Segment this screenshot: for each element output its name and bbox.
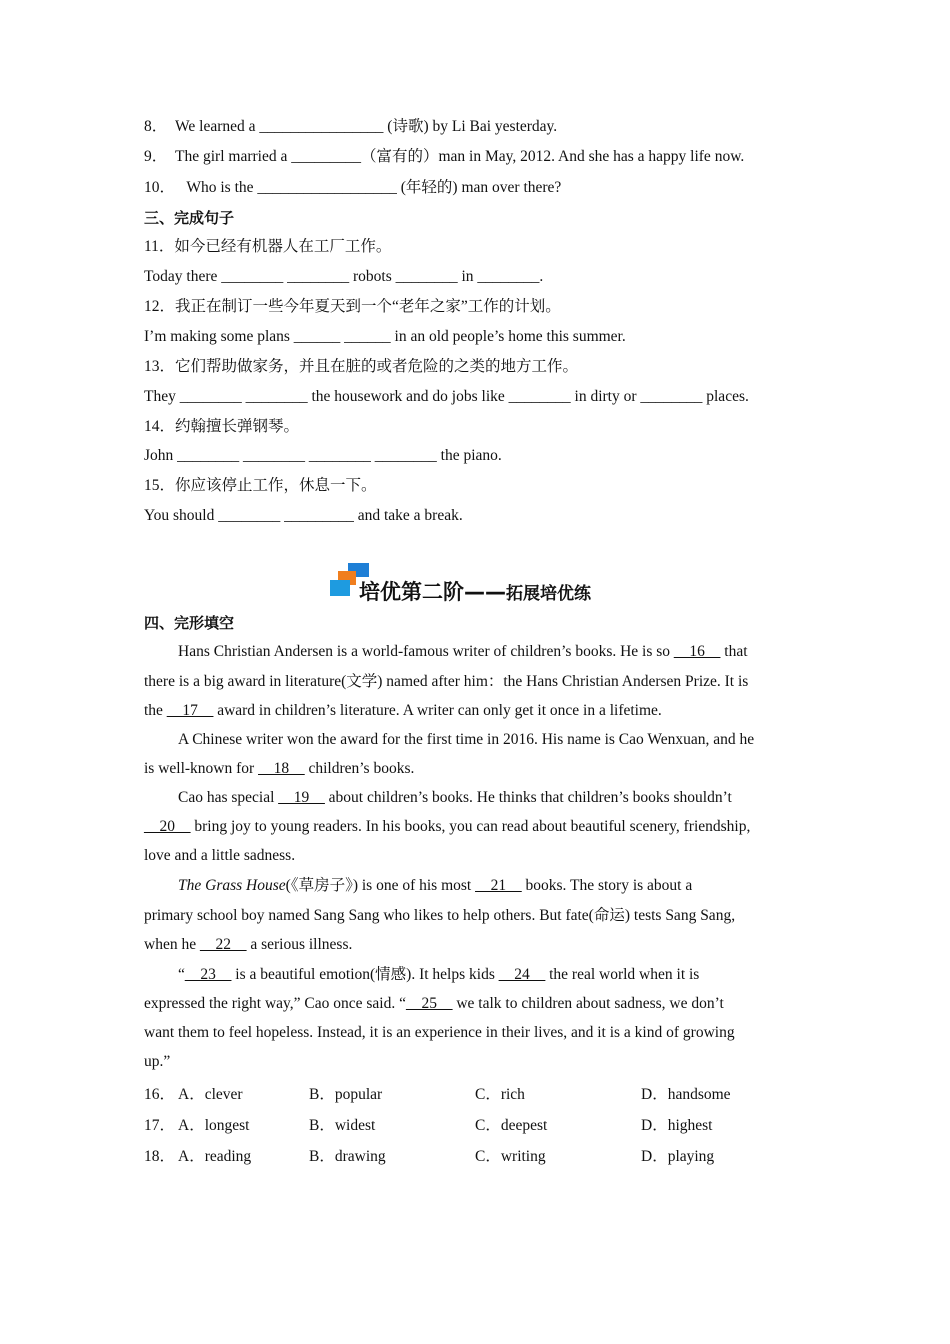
cloze-blank-21[interactable]: __21__ [475,877,522,894]
cloze-blank-16[interactable]: __16__ [673,643,721,660]
option-number: 18． [144,1148,176,1165]
question-suffix: (诗歌) by Li Bai yesterday. [383,118,558,135]
option-a[interactable]: A．clever [178,1086,243,1103]
passage-line [178,788,732,808]
passage-text: bring joy to young readers. In his books, you can read about beautiful scenery, friendship, [190,818,751,835]
sentence-en[interactable]: Today there ________ ________ robots ________ in ________. [144,268,544,285]
passage-line [144,994,724,1014]
sentence-cn: 11．如今已经有机器人在工厂工作。 [144,238,392,255]
sentence-cn: 14．约翰擅长弹钢琴。 [144,418,300,435]
sentence-en[interactable]: I’m making some plans ______ ______ in an old people’s home this summer. [144,328,626,345]
option-number: 17． [144,1117,176,1134]
question-number: 8． [144,118,168,135]
sentence-en[interactable]: You should ________ _________ and take a break. [144,507,463,524]
answer-blank[interactable]: _________ [291,148,361,165]
passage-line [178,642,748,662]
option-d[interactable]: D．playing [641,1148,715,1165]
book-title: The Grass House [178,877,286,894]
passage-text: the [144,702,167,719]
banner-main: 培优第二阶 [359,580,464,604]
section-heading: 三、完成句子 [144,209,235,227]
passage-text: that [720,643,748,660]
option-c[interactable]: C．writing [475,1148,546,1165]
passage-line [144,701,662,721]
cloze-blank-24[interactable]: __24__ [498,966,546,983]
passage-text: when he [144,936,200,953]
cloze-blank-18[interactable]: __18__ [258,760,305,777]
option-a[interactable]: A．longest [178,1117,250,1134]
passage-line [178,965,699,985]
question-prefix: We learned a [175,118,260,135]
sentence-cn: 13．它们帮助做家务，并且在脏的或者危险的之类的地方工作。 [144,358,579,375]
passage-text: the real world when it is [545,966,700,983]
passage-text: we talk to children about sadness, we don’t [452,995,724,1012]
option-c[interactable]: C．deepest [475,1117,548,1134]
section-heading: 四、完形填空 [144,614,235,632]
option-c[interactable]: C．rich [475,1086,525,1103]
passage-text: expressed the right way,” Cao once said. “ [144,995,406,1012]
option-number: 16． [144,1086,176,1103]
cloze-blank-22[interactable]: __22__ [199,936,247,953]
passage-text: a serious illness. [246,936,353,953]
passage-text: Cao has special [178,789,279,806]
passage-line: love and a little sadness. [144,847,296,864]
cloze-blank-23[interactable]: __23__ [184,966,232,983]
question-8 [144,117,557,137]
option-b[interactable]: B．popular [309,1086,383,1103]
passage-line: primary school boy named Sang Sang who likes to help others. But fate(命运) tests Sang Sang, [144,907,736,924]
passage-line: A Chinese writer won the award for the first time in 2016. His name is Cao Wenxuan, and he [178,731,755,748]
passage-text: about children’s books. He thinks that children’s books shouldn’t [324,789,732,806]
passage-text: award in children’s literature. A writer can only get it once in a lifetime. [213,702,662,719]
passage-line: want them to feel hopeless. Instead, it is an experience in their lives, and it is a kind of growing [144,1024,735,1041]
sentence-en[interactable]: They ________ ________ the housework and do jobs like ________ in dirty or ________ places. [144,388,749,405]
question-9 [144,147,744,167]
question-suffix: （富有的）man in May, 2012. And she has a happy life now. [360,148,745,165]
cloze-blank-25[interactable]: __25__ [405,995,453,1012]
cloze-blank-17[interactable]: __17__ [166,702,214,719]
section-banner [0,576,950,606]
option-b[interactable]: B．drawing [309,1148,386,1165]
banner-sub: 拓展培优练 [506,584,591,604]
passage-text: is well-known for [144,760,259,777]
passage-text: children’s books. [304,760,415,777]
question-prefix: The girl married a [175,148,292,165]
question-number: 10． [144,179,176,196]
option-d[interactable]: D．highest [641,1117,713,1134]
passage-text: (《草房子》) is one of his most [285,877,476,894]
sentence-cn: 12．我正在制订一些今年夏天到一个“老年之家”工作的计划。 [144,298,561,315]
passage-line [178,876,692,896]
option-d[interactable]: D．handsome [641,1086,731,1103]
passage-line: there is a big award in literature(文学) named after him：the Hans Christian Andersen Prize. It is [144,673,749,690]
sentence-en[interactable]: John ________ ________ ________ ________ the piano. [144,447,502,464]
passage-text: Hans Christian Andersen is a world-famous writer of children’s books. He is so [178,643,674,660]
cloze-blank-20[interactable]: __20__ [144,818,191,835]
passage-line [144,759,414,779]
question-suffix: (年轻的) man over there? [396,179,562,196]
answer-blank[interactable]: __________________ [257,179,397,196]
passage-text: is a beautiful emotion(情感). It helps kids [231,966,499,983]
answer-blank[interactable]: ________________ [259,118,384,135]
passage-line: up.” [144,1053,171,1070]
passage-line [144,935,352,955]
passage-text: books. The story is about a [521,877,693,894]
question-10 [144,178,561,198]
question-number: 9． [144,148,168,165]
option-a[interactable]: A．reading [178,1148,252,1165]
banner-dash: —— [464,580,506,604]
sentence-cn: 15．你应该停止工作，休息一下。 [144,477,377,494]
option-b[interactable]: B．widest [309,1117,376,1134]
passage-text: “ [178,966,185,983]
passage-line [144,817,750,837]
question-prefix: Who is the [182,179,258,196]
cloze-blank-19[interactable]: __19__ [278,789,325,806]
